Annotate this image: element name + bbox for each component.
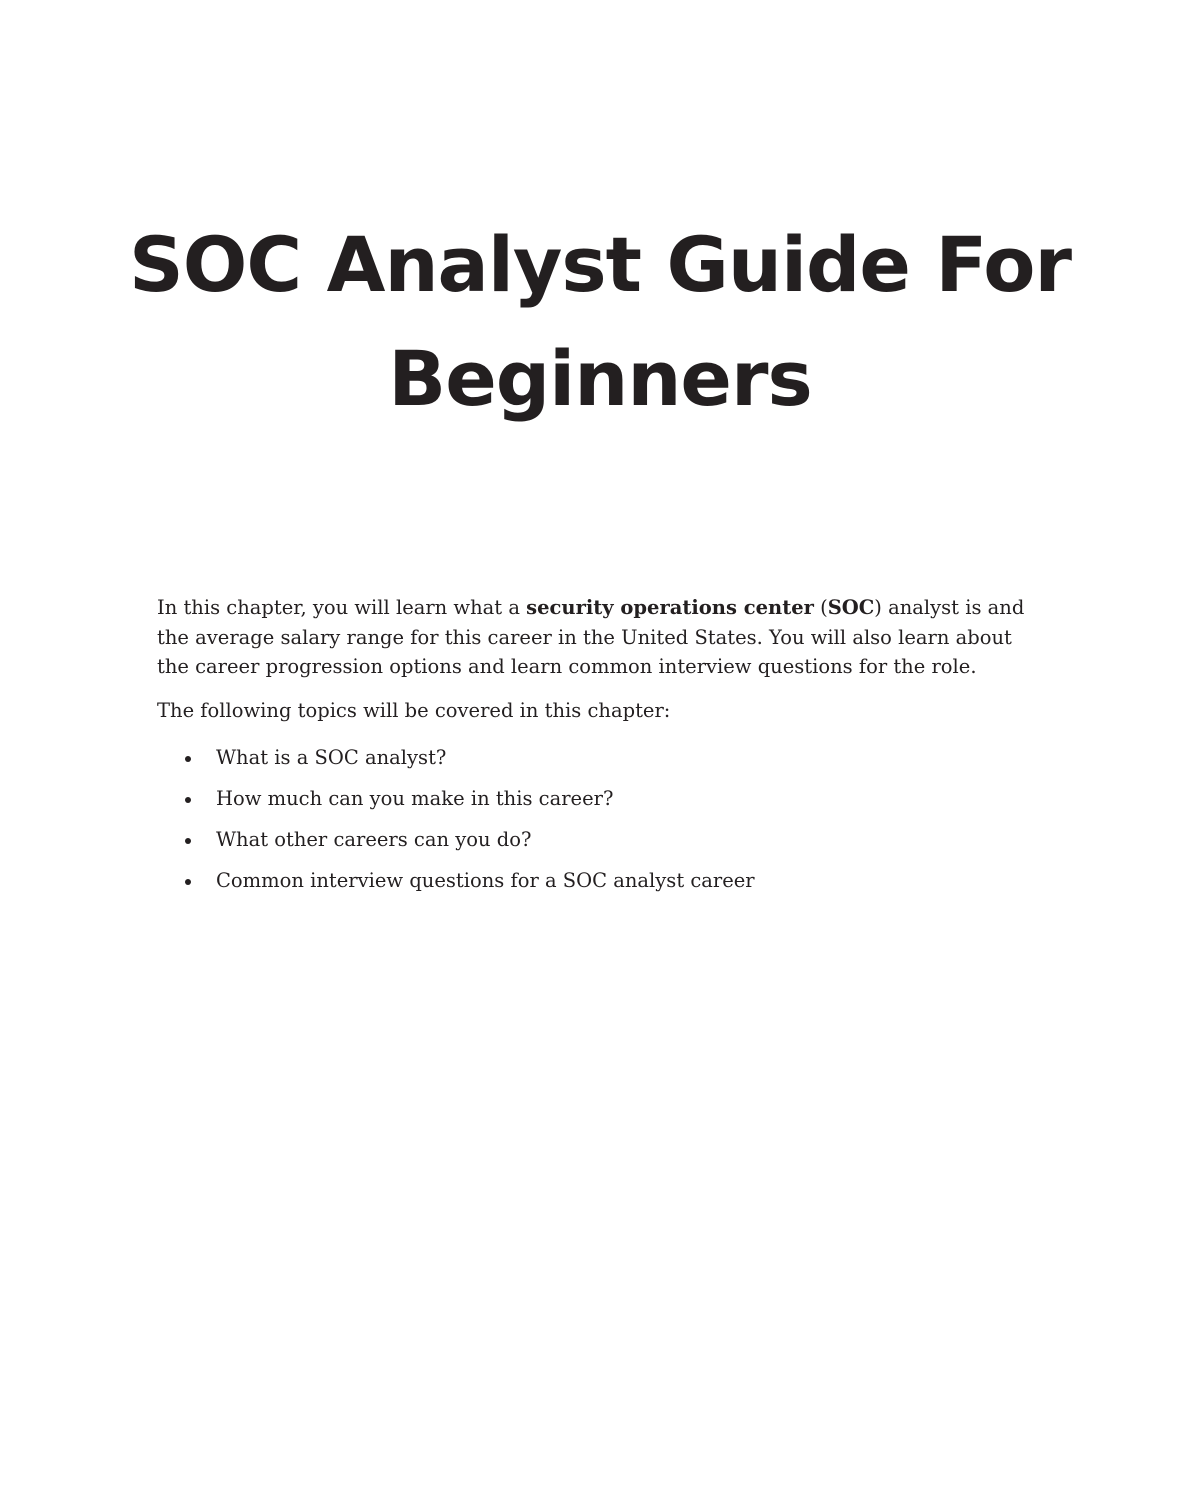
bullet-icon: [185, 879, 191, 885]
chapter-title-line-2: Beginners: [388, 334, 812, 423]
bullet-icon: [185, 797, 191, 803]
intro-bold-abbrev: SOC: [827, 596, 875, 619]
topic-text: What other careers can you do?: [216, 828, 532, 851]
topic-list: [185, 743, 755, 907]
topic-text: Common interview questions for a SOC analyst career: [216, 869, 755, 892]
list-item: [185, 866, 755, 907]
intro-text-3: ) analyst is and the average salary range for this career in the United States. You will also learn about the career progression options and learn common interview questions for the role.: [157, 596, 1025, 678]
intro-paragraph: [157, 593, 1037, 682]
bullet-icon: [185, 756, 191, 762]
list-item: [185, 825, 755, 866]
topic-text: What is a SOC analyst?: [216, 746, 447, 769]
intro-bold-term: security operations center: [526, 596, 814, 619]
chapter-title: [90, 208, 1110, 436]
topics-intro-paragraph: The following topics will be covered in this chapter:: [157, 699, 671, 722]
list-item: [185, 784, 755, 825]
list-item: [185, 743, 755, 784]
chapter-title-line-1: SOC Analyst Guide For: [129, 220, 1071, 309]
bullet-icon: [185, 838, 191, 844]
intro-text-2: (: [813, 596, 828, 619]
topic-text: How much can you make in this career?: [216, 787, 614, 810]
intro-text-1: In this chapter, you will learn what a: [157, 596, 527, 619]
